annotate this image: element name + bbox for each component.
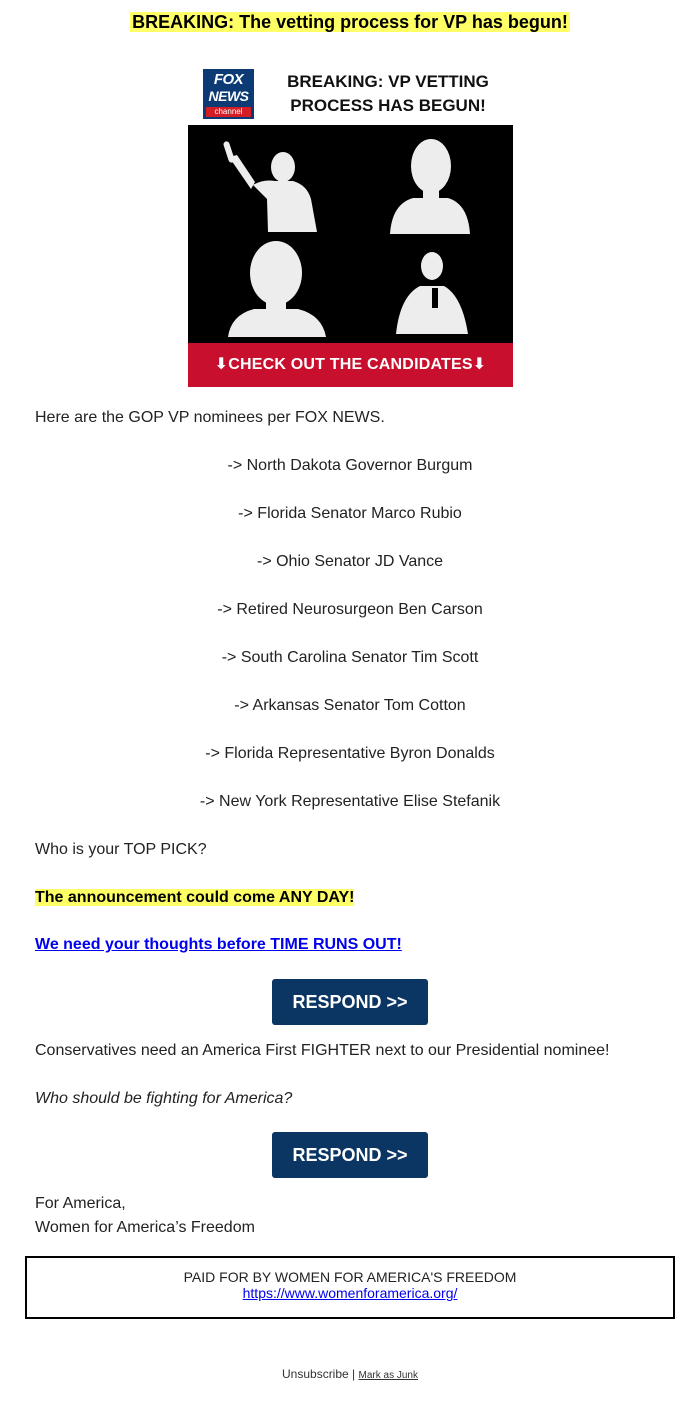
nominee-item-stefanik: -> New York Representative Elise Stefanik xyxy=(199,793,501,810)
nominee-item-carson: -> Retired Neurosurgeon Ben Carson xyxy=(217,601,483,618)
top-pick-question: Who is your TOP PICK? xyxy=(35,841,207,858)
headline-text: BREAKING: The vetting process for VP has begun! xyxy=(132,12,568,32)
announcement-text xyxy=(35,889,354,907)
fighter-text: Conservatives need an America First FIGHTER next to our Presidential nominee! xyxy=(35,1042,610,1059)
silhouette-waving-icon xyxy=(223,137,323,232)
paid-for-box xyxy=(25,1256,675,1319)
respond-button-1[interactable]: RESPOND >> xyxy=(272,979,428,1025)
headline xyxy=(0,12,700,33)
thoughts-link[interactable]: We need your thoughts before TIME RUNS OUT! xyxy=(35,936,402,953)
respond-button-2[interactable]: RESPOND >> xyxy=(272,1132,428,1178)
banner-header xyxy=(188,62,513,125)
unsubscribe-footer xyxy=(0,1367,700,1381)
logo-fox: FOX xyxy=(213,71,244,88)
unsubscribe-link[interactable]: Unsubscribe xyxy=(282,1367,349,1381)
check-out-candidates-banner: ⬇CHECK OUT THE CANDIDATES⬇ xyxy=(188,343,513,387)
fighting-question: Who should be fighting for America? xyxy=(35,1090,293,1107)
intro-text: Here are the GOP VP nominees per FOX NEWS. xyxy=(35,409,385,426)
nominee-item-rubio: -> Florida Senator Marco Rubio xyxy=(238,505,462,522)
website-link[interactable]: https://www.womenforamerica.org/ xyxy=(242,1285,458,1301)
banner-title-line1: BREAKING: VP VETTING xyxy=(287,72,489,91)
nominee-item-burgum: -> North Dakota Governor Burgum xyxy=(227,457,473,474)
footer-separator: | xyxy=(352,1367,356,1381)
signoff-line1: For America, xyxy=(35,1195,126,1212)
silhouette-smiling-man-icon xyxy=(228,235,328,337)
logo-news: NEWS xyxy=(208,88,249,104)
logo-channel: channel xyxy=(206,107,251,117)
silhouette-man-icon xyxy=(388,134,473,234)
nominee-item-donalds: -> Florida Representative Byron Donalds xyxy=(205,745,495,762)
mark-as-junk-link[interactable]: Mark as Junk xyxy=(358,1370,418,1381)
banner-title-line2: PROCESS HAS BEGUN! xyxy=(290,96,486,115)
nominee-item-vance: -> Ohio Senator JD Vance xyxy=(256,553,444,570)
announcement-highlight: The announcement could come ANY DAY! xyxy=(35,889,355,906)
nominee-item-scott: -> South Carolina Senator Tim Scott xyxy=(221,649,479,666)
silhouette-speaker-icon xyxy=(392,248,470,334)
signoff-line2: Women for America’s Freedom xyxy=(35,1219,255,1236)
banner-title xyxy=(268,70,508,118)
nominee-item-cotton: -> Arkansas Senator Tom Cotton xyxy=(234,697,466,714)
fox-news-banner-image[interactable] xyxy=(188,62,513,387)
paid-for-text: PAID FOR BY WOMEN FOR AMERICA'S FREEDOM xyxy=(183,1269,517,1285)
fox-news-logo xyxy=(203,69,254,119)
